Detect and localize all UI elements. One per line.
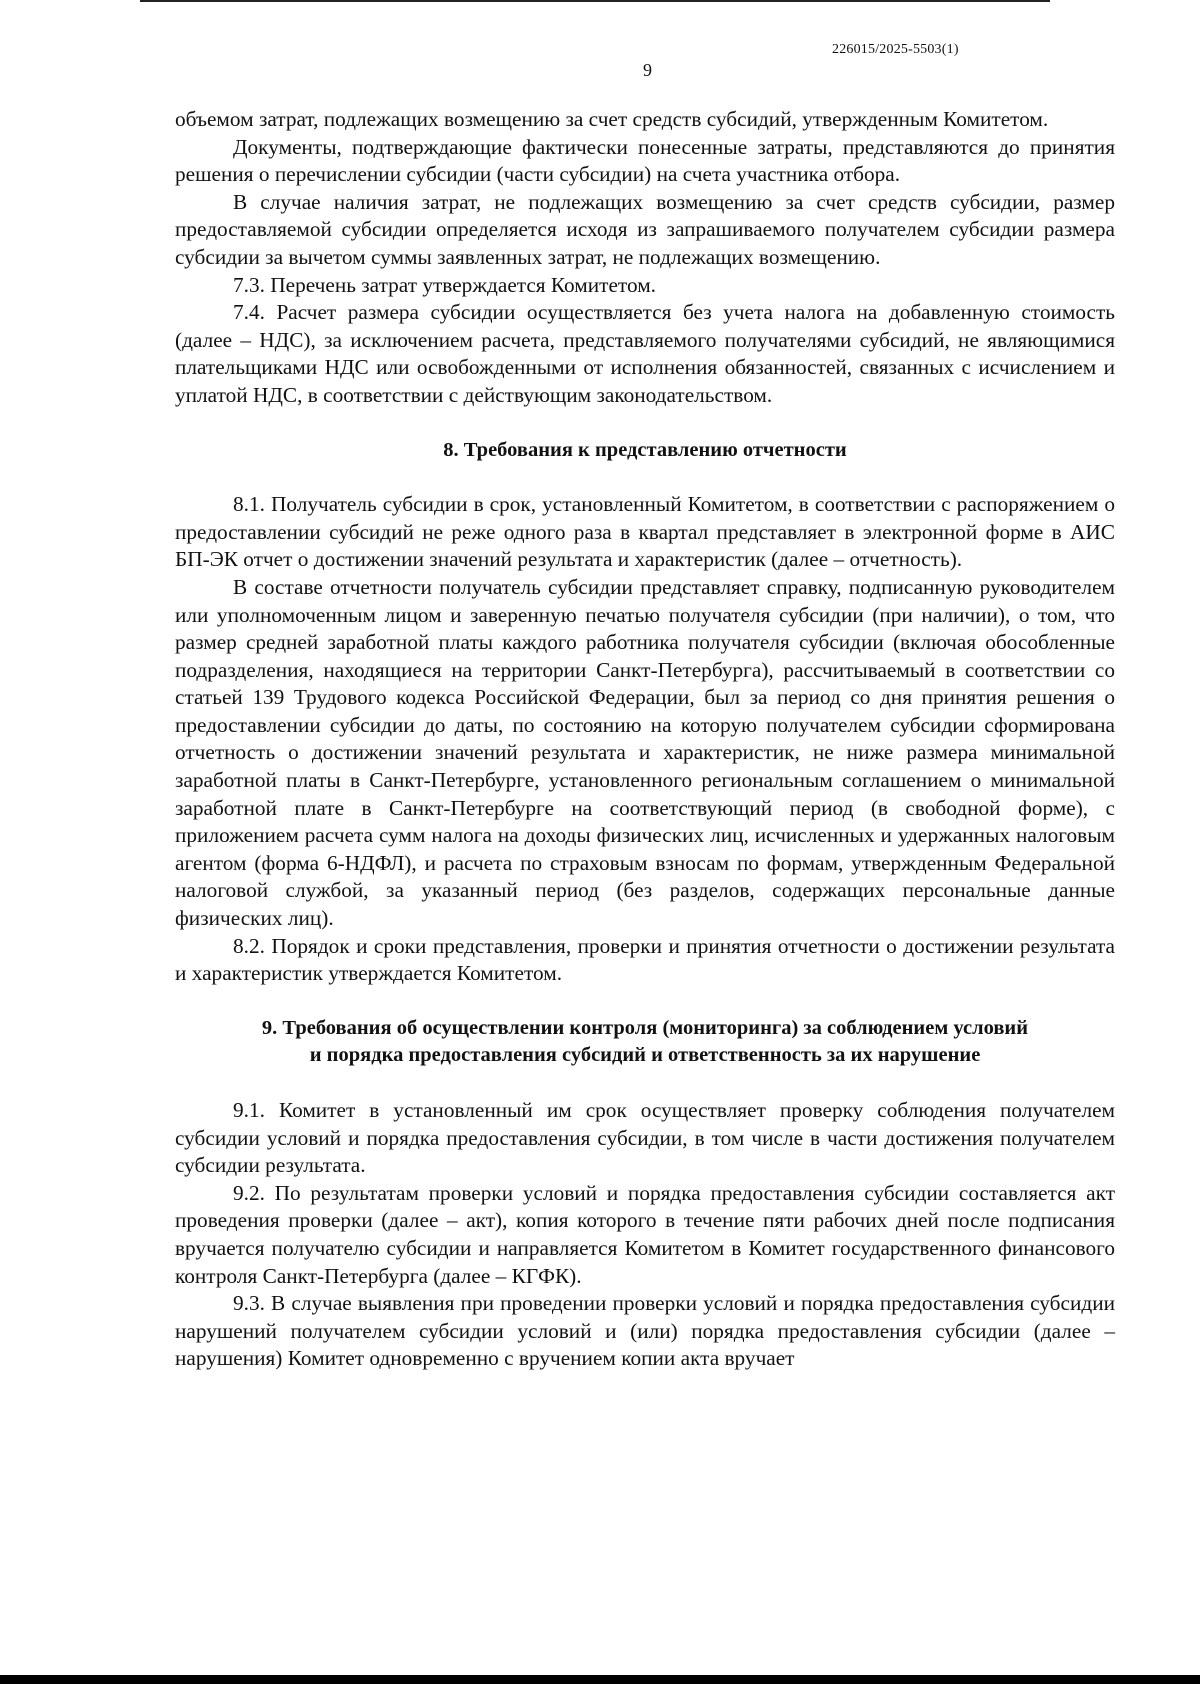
paragraph-9-2: 9.2. По результатам проверки условий и порядка предоставления субсидии составляется акт проведения проверки (далее – акт), копия которого в течение пяти рабочих дней после подписания вручается получателю субсидии и направляется Комитетом в Комитет государственного финансового контроля Санкт-Петербурга (далее – КГФК). [175,1180,1115,1288]
section-9-heading [175,1015,1115,1070]
document-body [175,106,1115,1373]
paragraph-9-3: 9.3. В случае выявления при проведении проверки условий и порядка предоставления субсидии нарушений получателем субсидии условий и (или) порядка предоставления субсидии (далее – нарушения) Комитет одновременно с вручением копии акта вручает [175,1291,1115,1371]
paragraph-8-1: 8.1. Получатель субсидии в срок, установленный Комитетом, в соответствии с распоряжением о предоставлении субсидий не реже одного раза в квартал представляет в электронной форме в АИС БП-ЭК отчет о достижении значений результата и характеристик (далее – отчетность). [175,492,1115,572]
paragraph-reporting-certificate: В составе отчетности получатель субсидии представляет справку, подписанную руководителем или уполномоченным лицом и заверенную печатью получателя субсидии (при наличии), о том, что размер средней заработной платы каждого работника получателя субсидии (включая обособленные подразделения, находящиеся на территории Санкт-Петербурга), рассчитываемый в соответствии со статьей 139 Трудового кодекса Российской Федерации, был за период со дня принятия решения о предоставлении субсидии до даты, по состоянию на которую получателем субсидии сформирована отчетность о достижении значений результата и характеристик, не ниже размера минимальной заработной платы в Санкт-Петербурге, установленного региональным соглашением о минимальной заработной плате в Санкт-Петербурге на соответствующий период (в свободной форме), с приложением расчета сумм налога на доходы физических лиц, исчисленных и удержанных налоговым агентом (форма 6-НДФЛ), и расчета по страховым взносам по формам, утвержденным Федеральной налоговой службой, за указанный период (без разделов, содержащих персональные данные физических лиц). [175,574,1115,931]
paragraph-8-2: 8.2. Порядок и сроки представления, проверки и принятия отчетности о достижении результата и характеристик утверждается Комитетом. [175,933,1115,986]
paragraph-9-1: 9.1. Комитет в установленный им срок осуществляет проверку соблюдения получателем субсидии условий и порядка предоставления субсидии, в том числе в части достижения получателем субсидии результата. [175,1098,1115,1178]
document-registration-number: 226015/2025-5503(1) [832,42,959,57]
paragraph-section7-continuation: объемом затрат, подлежащих возмещению за счет средств субсидий, утвержденным Комитетом. [175,107,1049,131]
scan-top-border [140,0,1050,2]
section-9-heading-line1: 9. Требования об осуществлении контроля (мониторинга) за соблюдением условий [261,1016,1029,1039]
section-8-heading: 8. Требования к представлению отчетности [443,438,847,461]
paragraph-nonreimbursable-costs: В случае наличия затрат, не подлежащих возмещению за счет средств субсидии, размер предоставляемой субсидии определяется исходя из запрашиваемого получателем субсидии размера субсидии за вычетом суммы заявленных затрат, не подлежащих возмещению. [175,189,1115,269]
page-number: 9 [643,60,652,80]
paragraph-cost-documents: Документы, подтверждающие фактически понесенные затраты, представляются до принятия решения о перечислении субсидии (части субсидии) на счета участника отбора. [175,134,1115,187]
section-9-heading-line2: и порядка предоставления субсидий и ответственность за их нарушение [309,1044,981,1067]
paragraph-7-4: 7.4. Расчет размера субсидии осуществляется без учета налога на добавленную стоимость (далее – НДС), за исключением расчета, представляемого получателями субсидий, не являющимися плательщиками НДС или освобожденными от исполнения обязанностей, связанных с исчислением и уплатой НДС, в соответствии с действующим законодательством. [175,300,1115,407]
scan-bottom-border [0,1675,1200,1684]
paragraph-7-3: 7.3. Перечень затрат утверждается Комитетом. [233,272,657,297]
